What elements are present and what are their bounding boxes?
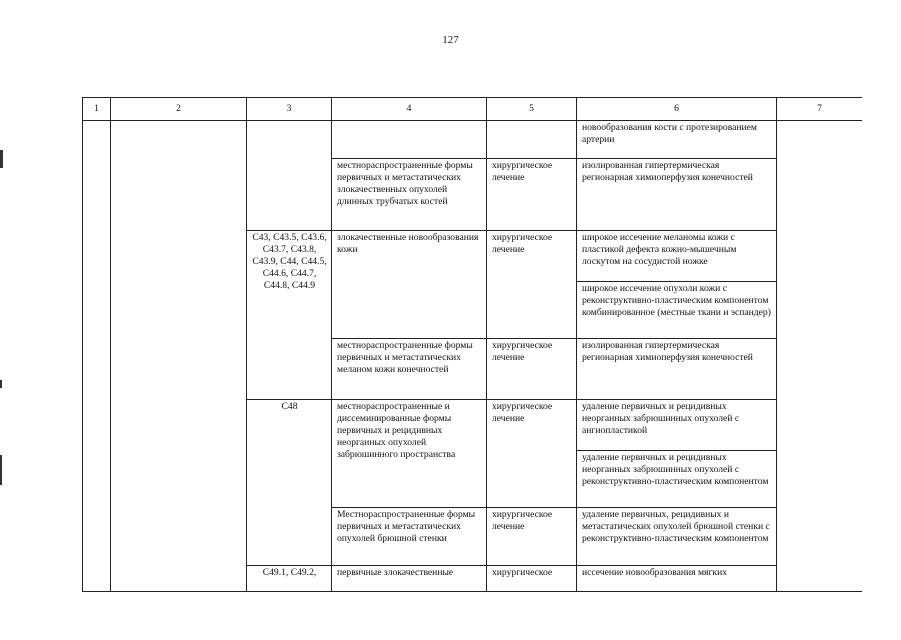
cell-col7 — [777, 121, 863, 592]
column-header: 1 — [83, 98, 111, 121]
column-header: 2 — [111, 98, 247, 121]
cell-col6: изолированная гипертермическая регионарная химиоперфузия конечностей — [577, 159, 777, 231]
column-header: 3 — [247, 98, 332, 121]
cell-col4: местнораспространенные формы первичных и метастатических злокачественных опухолей длинных трубчатых костей — [332, 159, 487, 231]
header-row — [83, 98, 863, 121]
cell-col6: удаление первичных и рецидивных неорганных забрюшинных опухолей с ангиопластикой — [577, 400, 777, 451]
icd-codes-cell: C43, C43.5, C43.6, C43.7, C43.8, C43.9, C44, C44.5, C44.6, C44.7, C44.8, C44.9 — [247, 231, 332, 400]
cell-col4: местнораспространенные формы первичных и метастатических меланом кожи конечностей — [332, 339, 487, 400]
column-header: 7 — [777, 98, 863, 121]
scan-edge-mark — [0, 380, 2, 388]
cell-col4: Местнораспространенные формы первичных и метастатических опухолей брюшной стенки — [332, 508, 487, 566]
cell-col6: широкое иссечение опухоли кожи с реконструктивно-пластическим компонентом комбинированное (местные ткани и эспандер) — [577, 282, 777, 339]
cell-col6: новообразования кости с протезированием артерии — [577, 121, 777, 159]
scan-edge-mark — [0, 455, 2, 485]
cell-col5: хирургическое лечение — [487, 400, 577, 508]
cell-col6: удаление первичных и рецидивных неорганных забрюшинных опухолей с реконструктивно-пластическим компонентом — [577, 451, 777, 508]
column-header: 4 — [332, 98, 487, 121]
cell-col4: злокачественные новообразования кожи — [332, 231, 487, 339]
cell-col5: хирургическое лечение — [487, 339, 577, 400]
icd-codes-cell: C49.1, C49.2, — [247, 566, 332, 592]
cell-col4: местнораспространенные и диссеминированные формы первичных и рецидивных неорганных опухолей забрюшинного пространства — [332, 400, 487, 508]
cell-col6: широкое иссечение меланомы кожи с пластикой дефекта кожно-мышечным лоскутом на сосудистой ножке — [577, 231, 777, 282]
table-frame — [82, 97, 862, 592]
column-header: 6 — [577, 98, 777, 121]
cell-col5: хирургическое лечение — [487, 231, 577, 339]
cell-col5: хирургическое — [487, 566, 577, 592]
cell-col5: хирургическое лечение — [487, 159, 577, 231]
page-number: 127 — [442, 34, 459, 46]
scan-edge-mark — [0, 150, 3, 168]
cell-col6: удаление первичных, рецидивных и метастатических опухолей брюшной стенки с реконструктивно-пластическим компонентом — [577, 508, 777, 566]
cell-col3 — [247, 121, 332, 231]
cell-col6: иссечение новообразования мягких — [577, 566, 777, 592]
icd-codes-cell: C48 — [247, 400, 332, 566]
table-row — [83, 121, 863, 159]
cell-col6: изолированная гипертермическая регионарная химиоперфузия конечностей — [577, 339, 777, 400]
procedures-table — [82, 97, 862, 592]
cell-col4 — [332, 121, 487, 159]
cell-col5 — [487, 121, 577, 159]
column-header: 5 — [487, 98, 577, 121]
cell-col2 — [111, 121, 247, 592]
cell-col5: хирургическое лечение — [487, 508, 577, 566]
cell-col4: первичные злокачественные — [332, 566, 487, 592]
cell-col1 — [83, 121, 111, 592]
